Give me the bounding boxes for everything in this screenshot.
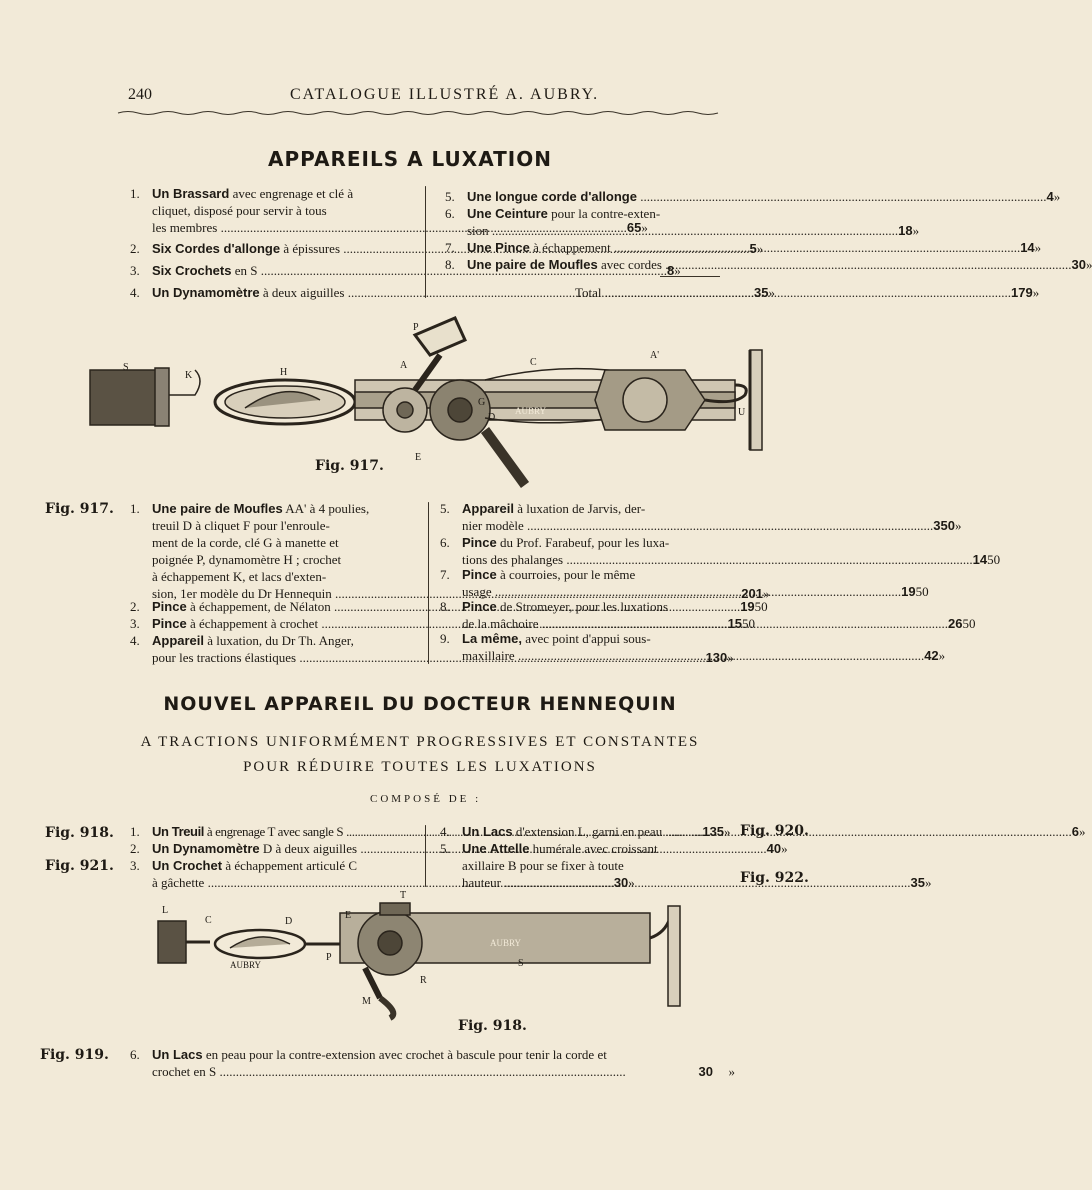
item-name: Appareil — [152, 633, 205, 648]
item-price: 26 — [948, 616, 963, 631]
label-m: M — [362, 996, 371, 1007]
item-cents: » — [912, 223, 920, 238]
item-cents: » — [641, 220, 648, 235]
item-number: 6. — [445, 206, 455, 221]
item-desc: à échappement à crochet — [186, 616, 319, 631]
item-cents: » — [768, 285, 775, 300]
label-l: L — [162, 905, 169, 916]
brand-mark-dynamometer: AUBRY — [230, 960, 262, 970]
item-number: 8. — [445, 257, 455, 272]
fig-922-label: Fig. 922. — [740, 870, 809, 886]
fig-917-label: Fig. 917. — [45, 501, 114, 517]
label-s: S — [123, 362, 129, 373]
item-name: Six Cordes d'allonge — [152, 241, 281, 256]
item-price: 8 — [666, 263, 675, 278]
item-price: 40 — [766, 841, 782, 856]
total-label: Total ..... — [575, 284, 1011, 301]
list-item: 6. Pince du Prof. Farabeuf, pour les luxa- tions des phalanges ..... 14 50 — [440, 534, 735, 568]
item-price: 30 — [1071, 257, 1086, 272]
item-number: 8. — [440, 599, 450, 614]
item-name: Un Lacs — [152, 1047, 203, 1062]
label-s: S — [518, 958, 524, 969]
item-cents: » — [1053, 189, 1061, 204]
item-price: 42 — [924, 648, 939, 663]
label-p: P — [413, 322, 419, 333]
item-desc: à échappement — [529, 240, 611, 255]
list-item: 3. Un Crochet à échappement articulé C à gâchette ..... 30 » — [130, 857, 420, 891]
item-cents: 50 — [754, 599, 768, 614]
label-r: R — [420, 975, 427, 986]
item-number: 9. — [440, 631, 450, 646]
item-name: Appareil — [462, 501, 515, 516]
item-desc: D à deux aiguilles — [259, 841, 358, 856]
item-name: Pince — [462, 535, 497, 550]
item-cents: » — [628, 875, 635, 890]
list-item: 7. Pince à courroies, pour le même usage ..... 19 50 — [440, 566, 735, 600]
item-number: 3. — [130, 858, 140, 873]
item-number: 3. — [130, 616, 140, 631]
section-subtitle: A TRACTIONS UNIFORMÉMENT PROGRESSIVES ET CONSTANTES — [140, 734, 700, 750]
item-desc: à engrenage T avec sangle S — [204, 824, 344, 839]
figure-918-illustration — [150, 888, 690, 1023]
item-price: 35 — [910, 875, 925, 890]
item-price: 65 — [626, 220, 642, 235]
section-subtitle: POUR RÉDUIRE TOUTES LES LUXATIONS — [243, 759, 597, 775]
item-cents: » — [1085, 257, 1092, 272]
item-number: 5. — [440, 841, 450, 856]
total-price: 179 — [1011, 285, 1033, 300]
label-a-prime: A' — [650, 350, 660, 361]
item-cents: » — [781, 841, 788, 856]
item-number: 7. — [440, 567, 450, 582]
item-name: Pince — [462, 599, 497, 614]
figure-caption: Fig. 917. — [315, 458, 384, 474]
label-u: U — [738, 407, 746, 418]
item-price: 14 — [1020, 240, 1035, 255]
item-name: Un Dynamomètre — [152, 285, 260, 300]
item-name: Pince — [152, 616, 187, 631]
list-item: 9. La même, avec point d'appui sous- maxillaire ..... 42 » — [440, 630, 735, 664]
composed-of-label: COMPOSÉ DE : — [370, 793, 482, 805]
section-title-hennequin: NOUVEL APPAREIL DU DOCTEUR HENNEQUIN — [163, 693, 677, 715]
item-price: 30 — [698, 1064, 713, 1079]
item-number: 1. — [130, 186, 140, 201]
fig-921-label: Fig. 921. — [45, 858, 114, 874]
column-brace — [428, 502, 429, 664]
label-e: E — [345, 910, 352, 921]
item-price: 130 — [705, 650, 728, 665]
item-cents: » — [1078, 824, 1086, 839]
figure-917-illustration — [85, 300, 775, 485]
fig-919-label: Fig. 919. — [40, 1047, 109, 1063]
list-item: 4. Appareil à luxation, du Dr Th. Anger, pour les tractions élastiques ..... 130 » — [130, 632, 425, 666]
item-name: Une Pince — [467, 240, 530, 255]
item-price: 201 — [741, 586, 763, 601]
item-name: Une Attelle — [462, 841, 530, 856]
item-number: 4. — [440, 824, 450, 839]
item-desc: à épissures — [280, 241, 341, 256]
item-name: Un Dynamomètre — [152, 841, 260, 856]
item-number: 4. — [130, 633, 140, 648]
column-brace — [425, 186, 426, 298]
item-number: 1. — [130, 501, 140, 516]
list-item: 1. Une paire de Moufles AA' à 4 poulies, treuil D à cliquet F pour l'enroule- ment de la corde, clé G à manette et poignée P, dynamomètre H ; crochet à échappement K, et lacs d'exten- sion, 1er modèle du Dr Hennequin ..... 201 » — [130, 500, 425, 602]
column-brace — [425, 825, 426, 887]
brand-mark: AUBRY — [515, 406, 547, 416]
label-d: D — [488, 412, 496, 423]
list-item: 1. Un Brassard avec engrenage et clé à cliquet, disposé pour servir à tous — [130, 186, 354, 218]
item-number: 4. — [130, 285, 140, 300]
item-price: 6 — [1071, 824, 1079, 839]
list-item: 6. Une Ceinture pour la contre-exten- sion ..... 18 » — [445, 205, 735, 239]
item-cents: » — [938, 648, 946, 663]
item-name: Six Crochets — [152, 263, 232, 278]
list-item: 5. Appareil à luxation de Jarvis, der- nier modèle ..... 350 » — [440, 500, 735, 534]
label-c: C — [530, 357, 537, 368]
total-rule — [660, 276, 720, 277]
fig-918-label: Fig. 918. — [45, 825, 114, 841]
header-rule — [118, 110, 728, 116]
item-number: 2. — [130, 241, 140, 256]
list-item-continuation: les membres ..... 65 » — [152, 219, 415, 236]
list-item: 8. Pince de Stromeyer, pour les luxations de la mâchoire ..... 26 50 — [440, 598, 735, 632]
item-number: 2. — [130, 599, 140, 614]
item-price: 350 — [933, 518, 955, 533]
section-title-appareils-luxation: APPAREILS A LUXATION — [268, 147, 552, 171]
item-name: Une Ceinture — [467, 206, 548, 221]
item-name: La même, — [462, 631, 522, 646]
item-cents: » — [1034, 240, 1042, 255]
item-cents: » — [674, 263, 681, 278]
label-k: K — [185, 370, 193, 381]
item-desc: en S — [231, 263, 258, 278]
total-cents: » — [1032, 285, 1040, 300]
item-price: 15 — [727, 616, 743, 631]
label-g: G — [478, 397, 486, 408]
item-name: Un Treuil — [152, 824, 205, 839]
fig-920-label: Fig. 920. — [740, 823, 809, 839]
item-price: 35 — [753, 285, 769, 300]
brand-mark-winch: AUBRY — [490, 938, 522, 948]
label-c: C — [205, 915, 212, 926]
item-name: Pince — [462, 567, 497, 582]
item-name: Un Lacs — [462, 824, 513, 839]
list-item: 5. Une Attelle humérale avec croissant axillaire B pour se fixer à toute hauteur ..... 35 » — [440, 840, 735, 891]
item-cents: 50 — [742, 616, 756, 631]
item-cents: » — [727, 650, 734, 665]
item-desc: à échappement, de Nélaton — [186, 599, 331, 614]
item-cents: » — [724, 824, 731, 839]
page-number: 240 — [128, 86, 152, 103]
label-d: D — [285, 916, 293, 927]
item-cents: » — [763, 586, 770, 601]
item-name: Une longue corde d'allonge — [467, 189, 637, 204]
item-price: 19 — [740, 599, 755, 614]
item-desc: d'extension L, garni en peau — [512, 824, 663, 839]
item-price: 30 — [613, 875, 629, 890]
item-price: 14 — [972, 552, 988, 567]
item-number: 5. — [445, 189, 455, 204]
figure-caption: Fig. 918. — [458, 1018, 527, 1034]
item-number: 3. — [130, 263, 140, 278]
item-name: Une paire de Moufles — [152, 501, 283, 516]
item-number: 6. — [130, 1047, 140, 1062]
item-number: 7. — [445, 240, 455, 255]
item-desc: avec cordes — [597, 257, 662, 272]
item-name: Un Crochet — [152, 858, 223, 873]
item-desc: à deux aiguilles — [259, 285, 345, 300]
item-price: 19 — [901, 584, 916, 599]
item-name: Une paire de Moufles — [467, 257, 598, 272]
label-e: E — [415, 452, 422, 463]
item-name: Pince — [152, 599, 187, 614]
item-number: 1. — [130, 824, 140, 839]
item-number: 2. — [130, 841, 140, 856]
label-t: T — [400, 890, 407, 901]
item-cents: » — [924, 875, 932, 890]
running-title: CATALOGUE ILLUSTRÉ A. AUBRY. — [290, 86, 600, 103]
item-name: Un Brassard — [152, 186, 230, 201]
item-cents: » — [728, 1064, 735, 1079]
item-number: 5. — [440, 501, 450, 516]
item-cents: » — [756, 241, 764, 256]
item-cents: 50 — [962, 616, 976, 631]
item-price: 18 — [898, 223, 913, 238]
item-price: 135 — [702, 824, 725, 839]
label-h: H — [280, 367, 288, 378]
item-number: 6. — [440, 535, 450, 550]
label-p: P — [326, 952, 332, 963]
item-cents: 50 — [987, 552, 1001, 567]
item-cents: 50 — [915, 584, 929, 599]
label-a: A — [400, 360, 408, 371]
item-price: 4 — [1046, 189, 1054, 204]
item-cents: » — [954, 518, 962, 533]
item-price: 5 — [749, 241, 757, 256]
list-item: 6. Un Lacs en peau pour la contre-extension avec crochet à bascule pour tenir la corde et crochet en S ..... 30 » — [130, 1046, 735, 1080]
